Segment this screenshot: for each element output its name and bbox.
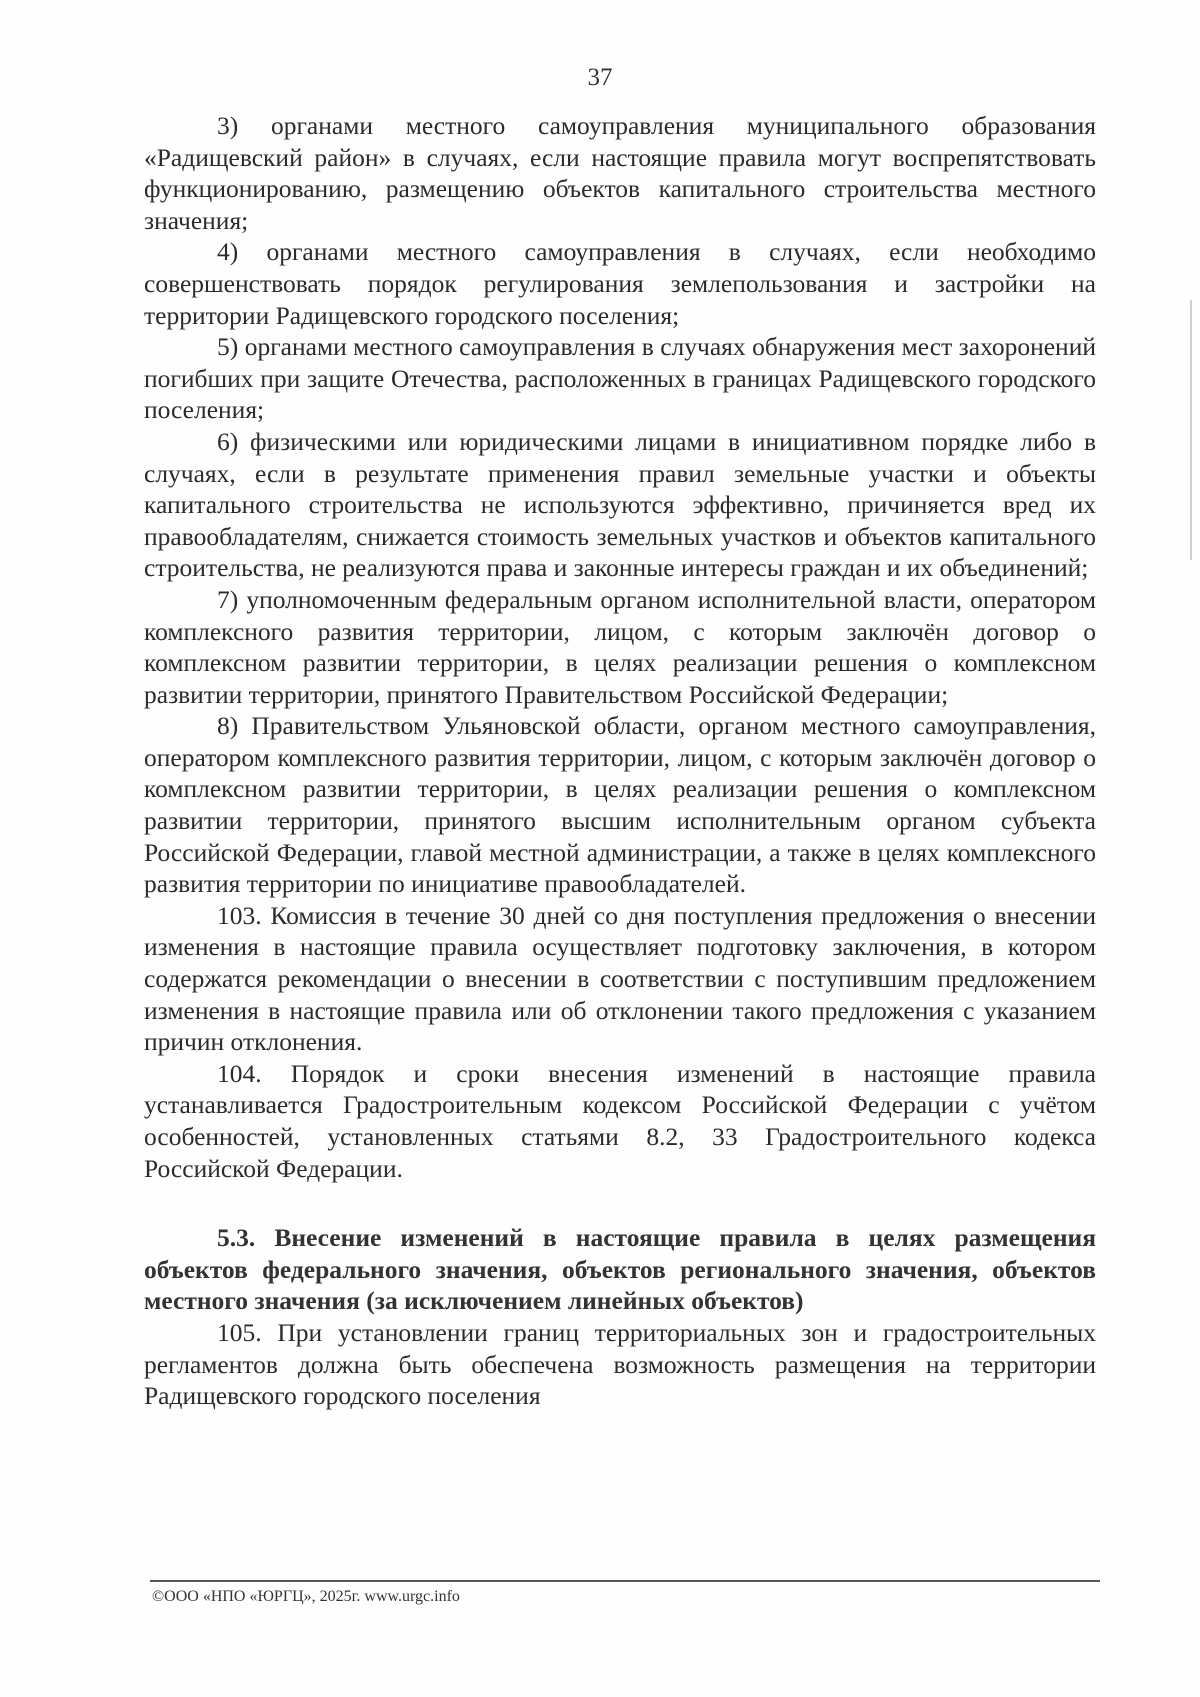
footer-divider [150,1580,1100,1582]
scan-edge-mark [1190,300,1192,560]
page-number: 37 [587,64,613,91]
document-body [144,110,1096,1412]
paragraph-item-4: 4) органами местного самоуправления в случаях, если необходимо совершенствовать порядок регулирования землепользования и застройки на территории Радищевского городского поселения; [144,237,1096,330]
paragraph-item-5: 5) органами местного самоуправления в случаях обнаружения мест захоронений погибших при защите Отечества, расположенных в границах Радищевского городского поселения; [144,332,1096,425]
paragraph-item-3: 3) органами местного самоуправления муниципального образования «Радищевский район» в случаях, если настоящие правила могут воспрепятствовать функционированию, размещению объектов капитального строительства местного значения; [144,111,1096,235]
paragraph-item-6: 6) физическими или юридическими лицами в инициативном порядке либо в случаях, если в результате применения правил земельные участки и объекты капитального строительства не используются эффективно, причиняется вред их правообладателям, снижается стоимость земельных участков и объектов капитального строительства, не реализуются права и законные интересы граждан и их объединений; [144,426,1096,583]
footer-copyright: ©ООО «НПО «ЮРГЦ», 2025г. www.urgc.info [152,1588,460,1605]
paragraph-item-8: 8) Правительством Ульяновской области, органом местного самоуправления, оператором комплексного развития территории, лицом, с которым заключён договор о комплексном развитии территории, в целях реализации решения о комплексном развитии территории, принятого высшим исполнительным органом субъекта Российской Федерации, главой местной администрации, а также в целях комплексного развития территории по инициативе правообладателей. [144,711,1096,899]
paragraph-104: 104. Порядок и сроки внесения изменений в настоящие правила устанавливается Градостроительным кодексом Российской Федерации с учётом особенностей, установленных статьями 8.2, 33 Градостроительного кодекса Российской Федерации. [144,1058,1096,1183]
paragraph-105: 105. При установлении границ территориальных зон и градостроительных регламентов должна быть обеспечена возможность размещения на территории Радищевского городского поселения [144,1317,1096,1411]
paragraph-item-7: 7) уполномоченным федеральным органом исполнительной власти, оператором комплексного развития территории, лицом, с которым заключён договор о комплексном развитии территории, в целях реализации решения о комплексном развитии территории, принятого Правительством Российской Федерации; [144,584,1096,709]
section-heading-5-3: 5.3. Внесение изменений в настоящие правила в целях размещения объектов федерального значения, объектов регионального значения, объектов местного значения (за исключением линейных объектов) [144,1223,1096,1316]
paragraph-103: 103. Комиссия в течение 30 дней со дня поступления предложения о внесении изменения в настоящие правила осуществляет подготовку заключения, в котором содержатся рекомендации о внесении в соответствии с поступившим предложением изменения в настоящие правила или об отклонении такого предложения с указанием причин отклонения. [144,900,1096,1057]
